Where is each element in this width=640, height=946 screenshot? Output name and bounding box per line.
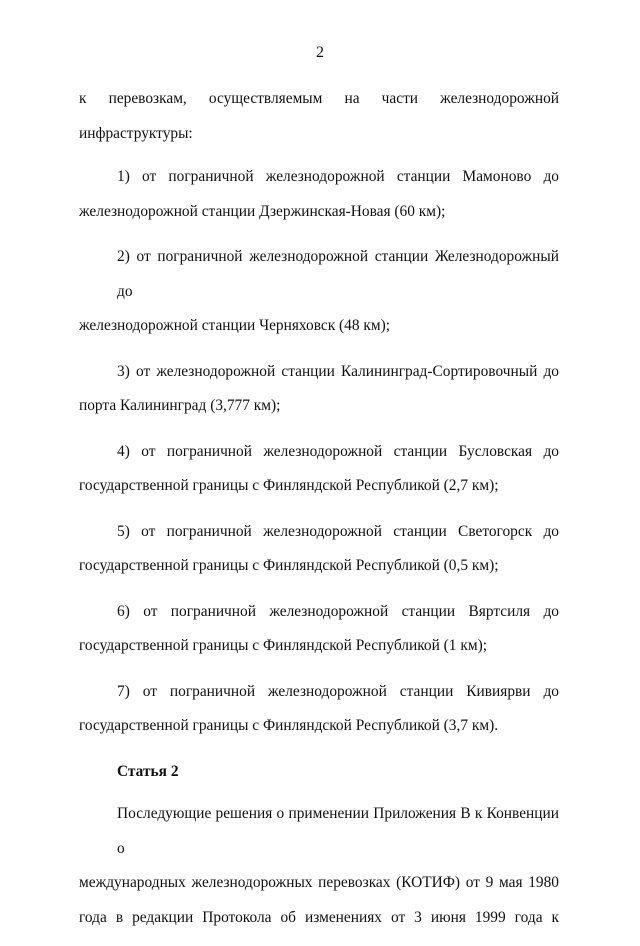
intro-paragraph — [79, 82, 559, 151]
page-number: 2 — [316, 44, 324, 61]
paragraph-line: государственной границы с Финляндской Республикой (0,5 км); — [79, 557, 499, 574]
paragraph-line: государственной границы с Финляндской Республикой (3,7 км). — [79, 717, 499, 734]
paragraph-line: 3) от железнодорожной станции Калининград-Сортировочный до — [117, 362, 559, 380]
paragraph-line: 2) от пограничной железнодорожной станции Железнодорожный до — [117, 248, 559, 300]
paragraph-line: международных железнодорожных перевозках (КОТИФ) от 9 мая 1980 — [79, 874, 559, 891]
list-item-5 — [79, 515, 559, 584]
paragraph-line: года в редакции Протокола об изменениях от 3 июня 1999 года к — [79, 908, 559, 926]
list-item-6 — [79, 595, 559, 664]
document-body — [79, 82, 559, 946]
paragraph-line: 1) от пограничной железнодорожной станции Мамоново до — [117, 168, 559, 185]
article-paragraph — [79, 797, 559, 935]
paragraph-line: 6) от пограничной железнодорожной станции Вяртсиля до — [117, 602, 559, 620]
paragraph-line: Последующие решения о применении Приложения В к Конвенции о — [117, 805, 559, 857]
paragraph-line: железнодорожной станции Черняховск (48 км); — [79, 317, 391, 334]
paragraph-line: 5) от пограничной железнодорожной станции Светогорск до — [117, 522, 559, 540]
article-heading: Статья 2 — [117, 762, 179, 780]
list-item-7 — [79, 675, 559, 744]
list-item-1 — [79, 160, 559, 229]
paragraph-line: железнодорожной станции Дзержинская-Новая (60 км); — [79, 202, 446, 220]
paragraph-line: инфраструктуры: — [79, 124, 193, 142]
paragraph-line: государственной границы с Финляндской Республикой (1 км); — [79, 637, 487, 654]
paragraph-line: государственной границы с Финляндской Республикой (2,7 км); — [79, 477, 499, 494]
list-item-4 — [79, 435, 559, 504]
paragraph-line: 4) от пограничной железнодорожной станции Бусловская до — [117, 442, 559, 460]
list-item-2 — [79, 240, 559, 344]
paragraph-line: к перевозкам, осуществляемым на части железнодорожной — [79, 90, 559, 107]
paragraph-line: 7) от пограничной железнодорожной станции Кивиярви до — [117, 682, 559, 700]
paragraph-line: порта Калининград (3,777 км); — [79, 397, 281, 414]
list-item-3 — [79, 355, 559, 424]
